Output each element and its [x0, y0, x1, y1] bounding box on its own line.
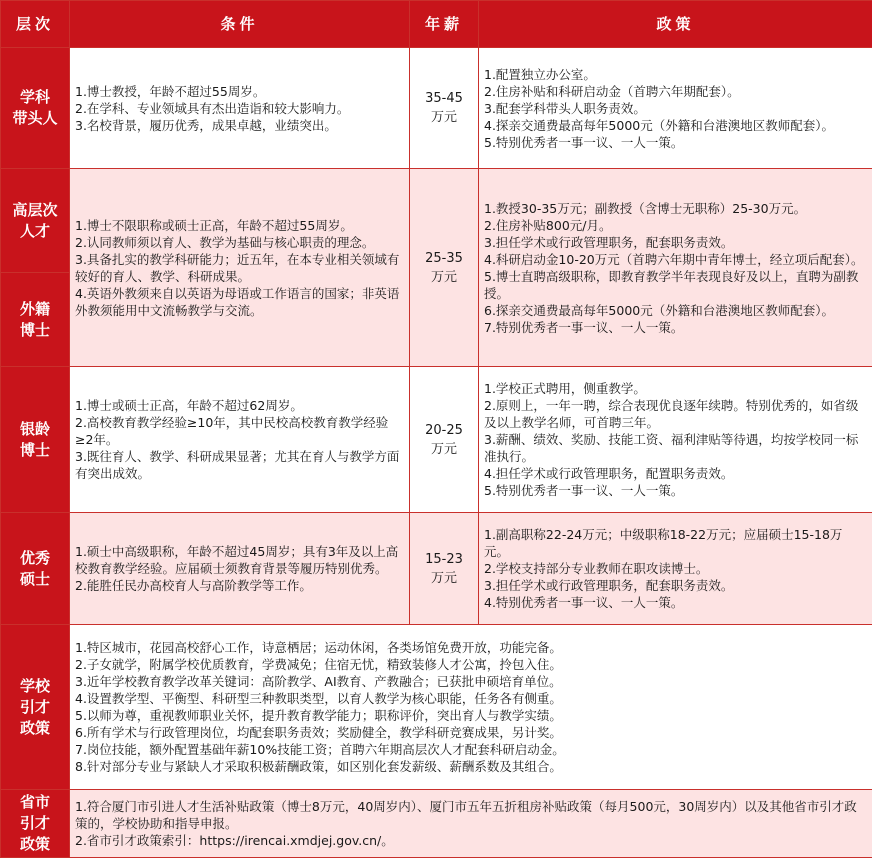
- list-item: 2.高校教育教学经验≥10年，其中民校高校教育教学经验≥2年。: [75, 414, 404, 448]
- label-line: 省市: [6, 792, 64, 813]
- label-line: 万元: [415, 440, 473, 459]
- list-item: 1.博士不限职称或硕士正高，年龄不超过55周岁。: [75, 217, 404, 234]
- list-item: 2.原则上，一年一聘，综合表现优良逐年续聘。特别优秀的，如省级及以上教学名师，可首聘三年。: [484, 397, 867, 431]
- header-salary: 年薪: [410, 1, 479, 48]
- salary-discipline-leader: [410, 48, 479, 169]
- list-item: 4.设置教学型、平衡型、科研型三种教职类型，以育人教学为核心职能，任务各有侧重。: [75, 690, 867, 707]
- label-line: 学校: [6, 676, 64, 697]
- salary-excellent-master: [410, 513, 479, 625]
- label-line: 万元: [415, 108, 473, 127]
- policy-school-recruitment: [70, 625, 872, 790]
- policy-province-recruitment: [70, 790, 872, 858]
- list-item: 4.特别优秀者一事一议、一人一策。: [484, 594, 867, 611]
- level-excellent-master: [1, 513, 70, 625]
- label-line: 学科: [6, 87, 64, 108]
- list-item: 1.学校正式聘用，侧重教学。: [484, 380, 867, 397]
- list-item: 2.住房补贴800元/月。: [484, 217, 867, 234]
- policy-high-level-talent: [479, 169, 872, 367]
- conditions-discipline-leader: [70, 48, 410, 169]
- list-item: 2.能胜任民办高校育人与高阶教学等工作。: [75, 577, 404, 594]
- list-item: 6.探亲交通费最高每年5000元（外籍和台港澳地区教师配套）。: [484, 302, 867, 319]
- label-line: 博士: [6, 440, 64, 461]
- label-line: 博士: [6, 320, 64, 341]
- header-conditions: 条件: [70, 1, 410, 48]
- list-item: 3.名校背景，履历优秀，成果卓越，业绩突出。: [75, 117, 404, 134]
- list-item: 2.住房补贴和科研启动金（首聘六年期配套）。: [484, 83, 867, 100]
- list-item: 2.子女就学，附属学校优质教育，学费减免；住宿无忧，精致装修人才公寓，拎包入住。: [75, 656, 867, 673]
- row-school-policy: [1, 625, 872, 790]
- list-item: 3.近年学校教育教学改革关键词：高阶教学、AI教育、产教融合；已获批申硕培育单位。: [75, 673, 867, 690]
- label-line: 20-25: [415, 421, 473, 440]
- conditions-excellent-master: [70, 513, 410, 625]
- label-line: 万元: [415, 569, 473, 588]
- row-high-level-talent: [1, 169, 872, 273]
- list-item: 7.岗位技能，额外配置基础年薪10%技能工资；首聘六年期高层次人才配套科研启动金。: [75, 741, 867, 758]
- list-item: 2.认同教师须以育人、教学为基础与核心职责的理念。: [75, 234, 404, 251]
- list-item: 7.特别优秀者一事一议、一人一策。: [484, 319, 867, 336]
- conditions-senior-doctor: [70, 367, 410, 513]
- row-excellent-master: [1, 513, 872, 625]
- list-item: 4.英语外教须来自以英语为母语或工作语言的国家；非英语外教须能用中文流畅教学与交流。: [75, 285, 404, 319]
- level-senior-doctor: [1, 367, 70, 513]
- level-province-policy: [1, 790, 70, 858]
- list-item: 1.硕士中高级职称，年龄不超过45周岁；具有3年及以上高校教育教学经验。应届硕士须教育背景等履历特别优秀。: [75, 543, 404, 577]
- list-item: 1.特区城市，花园高校舒心工作，诗意栖居；运动休闲，各类场馆免费开放，功能完备。: [75, 639, 867, 656]
- salary-senior-doctor: [410, 367, 479, 513]
- label-line: 引才: [6, 813, 64, 834]
- label-line: 人才: [6, 221, 64, 242]
- row-province-policy: [1, 790, 872, 858]
- list-item: 2.在学科、专业领域具有杰出造诣和较大影响力。: [75, 100, 404, 117]
- header-level: 层次: [1, 1, 70, 48]
- label-line: 带头人: [6, 108, 64, 129]
- list-item: 2.省市引才政策索引：https://irencai.xmdjej.gov.cn/。: [75, 832, 867, 849]
- list-item: 1.教授30-35万元；副教授（含博士无职称）25-30万元。: [484, 200, 867, 217]
- label-line: 高层次: [6, 200, 64, 221]
- list-item: 6.所有学术与行政管理岗位，均配套职务责效；奖励健全，教学科研竞赛成果，另计奖。: [75, 724, 867, 741]
- list-item: 3.既往育人、教学、科研成果显著；尤其在育人与教学方面有突出成效。: [75, 448, 404, 482]
- list-item: 3.担任学术或行政管理职务，配套职务责效。: [484, 234, 867, 251]
- row-discipline-leader: [1, 48, 872, 169]
- label-line: 政策: [6, 718, 64, 739]
- policy-excellent-master: [479, 513, 872, 625]
- level-high-level-talent: [1, 169, 70, 273]
- list-item: 1.博士或硕士正高，年龄不超过62周岁。: [75, 397, 404, 414]
- list-item: 1.副高职称22-24万元；中级职称18-22万元；应届硕士15-18万元。: [484, 526, 867, 560]
- label-line: 银龄: [6, 419, 64, 440]
- label-line: 硕士: [6, 569, 64, 590]
- label-line: 15-23: [415, 550, 473, 569]
- label-line: 政策: [6, 834, 64, 855]
- list-item: 4.担任学术或行政管理职务，配置职务责效。: [484, 465, 867, 482]
- policy-discipline-leader: [479, 48, 872, 169]
- header-row: [1, 1, 872, 48]
- list-item: 5.以师为尊，重视教师职业关怀，提升教育教学能力；职称评价，突出育人与教学实绩。: [75, 707, 867, 724]
- list-item: 3.担任学术或行政管理职务，配套职务责效。: [484, 577, 867, 594]
- policy-senior-doctor: [479, 367, 872, 513]
- label-line: 25-35: [415, 249, 473, 268]
- salary-high-level-talent: [410, 169, 479, 367]
- level-discipline-leader: [1, 48, 70, 169]
- list-item: 1.符合厦门市引进人才生活补贴政策（博士8万元，40周岁内）、厦门市五年五折租房补贴政策（每月500元，30周岁内）以及其他省市引才政策的，学校协助和指导申报。: [75, 798, 867, 832]
- label-line: 万元: [415, 268, 473, 287]
- list-item: 5.博士直聘高级职称，即教育教学半年表现良好及以上，直聘为副教授。: [484, 268, 867, 302]
- label-line: 引才: [6, 697, 64, 718]
- list-item: 5.特别优秀者一事一议、一人一策。: [484, 482, 867, 499]
- list-item: 4.科研启动金10-20万元（首聘六年期中青年博士，经立项后配套）。: [484, 251, 867, 268]
- list-item: 1.博士教授，年龄不超过55周岁。: [75, 83, 404, 100]
- header-policy: 政策: [479, 1, 872, 48]
- list-item: 3.薪酬、绩效、奖励、技能工资、福利津贴等待遇，均按学校同一标准执行。: [484, 431, 867, 465]
- list-item: 3.具备扎实的教学科研能力；近五年，在本专业相关领域有较好的育人、教学、科研成果。: [75, 251, 404, 285]
- list-item: 2.学校支持部分专业教师在职攻读博士。: [484, 560, 867, 577]
- list-item: 8.针对部分专业与紧缺人才采取积极薪酬政策，如区别化套发薪级、薪酬系数及其组合。: [75, 758, 867, 775]
- list-item: 4.探亲交通费最高每年5000元（外籍和台港澳地区教师配套）。: [484, 117, 867, 134]
- level-foreign-doctor: [1, 273, 70, 367]
- label-line: 外籍: [6, 299, 64, 320]
- label-line: 35-45: [415, 89, 473, 108]
- row-senior-doctor: [1, 367, 872, 513]
- list-item: 5.特别优秀者一事一议、一人一策。: [484, 134, 867, 151]
- label-line: 优秀: [6, 548, 64, 569]
- list-item: 3.配套学科带头人职务责效。: [484, 100, 867, 117]
- level-school-policy: [1, 625, 70, 790]
- conditions-high-level-talent: [70, 169, 410, 367]
- list-item: 1.配置独立办公室。: [484, 66, 867, 83]
